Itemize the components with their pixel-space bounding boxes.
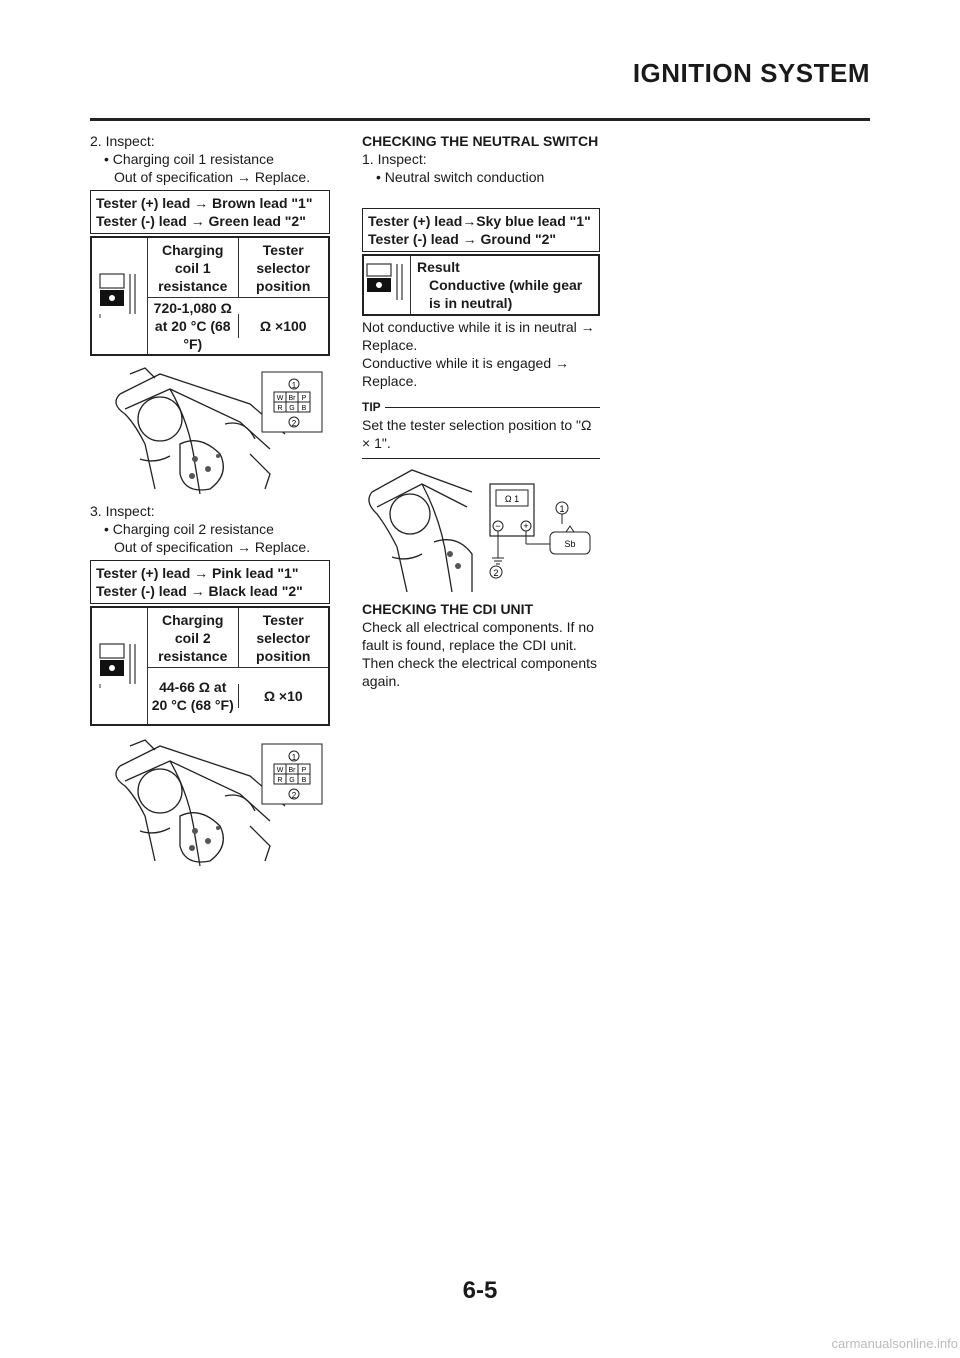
step3-heading: 3. Inspect: (90, 503, 155, 519)
pin-label: G (289, 405, 295, 412)
multimeter-icon (92, 608, 148, 724)
page-title: IGNITION SYSTEM (632, 58, 870, 88)
pin-label: R (277, 405, 283, 412)
step2-action: Out of specification → Replace. (114, 169, 311, 185)
pin-label: P (301, 767, 307, 774)
step2-text (90, 132, 330, 186)
tip-text: Set the tester selection position to "Ω × 1". (362, 417, 592, 451)
lead-line: Tester (+) lead → Brown lead "1" (96, 195, 313, 211)
lead-line: Tester (-) lead → Ground "2" (368, 231, 557, 247)
lead-line: Tester (+) lead → Pink lead "1" (96, 565, 299, 581)
callout-2: 2 (493, 568, 499, 578)
neutral-switch-illustration (362, 462, 600, 594)
spec-header-selector: Tester selector position (238, 238, 329, 297)
spec-value-coil1: 720-1,080 Ω at 20 °C (68 °F) (153, 300, 232, 352)
tip-title: TIP (362, 400, 381, 414)
step1-bullet: • Neutral switch conduction (376, 169, 545, 185)
tip-box (362, 398, 600, 459)
pin-label: R (277, 777, 283, 784)
spec-value-coil2: 44-66 Ω at 20 °C (68 °F) (151, 679, 234, 713)
pin-label: G (289, 777, 295, 784)
spec-table-2 (90, 606, 330, 726)
pin-label: W (276, 767, 284, 774)
pin-label: Br (288, 767, 296, 774)
meter-reading: Ω 1 (504, 494, 520, 504)
cdi-heading: CHECKING THE CDI UNIT (362, 601, 534, 617)
callout-1: 1 (559, 504, 565, 514)
step3-action: Out of specification → Replace. (114, 539, 311, 555)
callout-1: 1 (291, 753, 297, 762)
multimeter-icon (364, 256, 411, 314)
lead-line: Tester (+) lead→Sky blue lead "1" (368, 213, 591, 229)
result-label: Result (417, 259, 460, 275)
header-rule (90, 118, 870, 121)
neutral-switch-section (362, 132, 600, 186)
plug-label: Sb (564, 539, 576, 549)
step2-bullet: • Charging coil 1 resistance (104, 151, 274, 167)
neutral-switch-notes (362, 318, 600, 390)
spec-header-coil2: Charging coil 2 resistance (158, 612, 228, 664)
lead-line: Tester (-) lead → Black lead "2" (96, 583, 303, 599)
multimeter-icon (92, 238, 148, 354)
frame-illustration-2 (100, 736, 326, 870)
step2-heading: 2. Inspect: (90, 133, 155, 149)
spec-header-selector: Tester selector position (238, 608, 329, 667)
lead-box-2 (90, 560, 330, 604)
spec-header-coil1: Charging coil 1 resistance (158, 242, 228, 294)
meter-plus: + (523, 521, 529, 531)
note-line: Conductive while it is engaged → Replace. (362, 355, 570, 389)
frame-illustration-1 (100, 364, 326, 498)
lead-box-3 (362, 208, 600, 252)
note-line: Not conductive while it is in neutral → Replace. (362, 319, 595, 353)
callout-2: 2 (291, 791, 297, 800)
pin-label: W (276, 395, 284, 402)
tip-rule (385, 407, 600, 408)
result-value: Conductive (while gear is in neutral) (429, 277, 583, 311)
spec-value-selector: Ω ×100 (238, 314, 329, 338)
pin-label: B (301, 777, 307, 784)
spec-table-1 (90, 236, 330, 356)
result-box (362, 254, 600, 316)
watermark: carmanualsonline.info (831, 1336, 958, 1351)
step3-bullet: • Charging coil 2 resistance (104, 521, 274, 537)
pin-label: Br (288, 395, 296, 402)
lead-line: Tester (-) lead → Green lead "2" (96, 213, 306, 229)
section-heading: CHECKING THE NEUTRAL SWITCH (362, 133, 599, 149)
callout-1: 1 (291, 381, 297, 390)
pin-label: P (301, 395, 307, 402)
callout-2: 2 (291, 419, 297, 428)
tip-rule-bottom (362, 458, 600, 459)
cdi-text: Check all electrical components. If no fault is found, replace the CDI unit. Then check the electrical components again. (362, 619, 598, 689)
page-number: 6-5 (462, 1277, 498, 1304)
step3-text (90, 502, 330, 556)
spec-value-selector: Ω ×10 (238, 684, 329, 708)
pin-label: B (301, 405, 307, 412)
meter-minus: − (495, 521, 501, 531)
step1-heading: 1. Inspect: (362, 151, 427, 167)
cdi-section (362, 600, 600, 690)
lead-box-1 (90, 190, 330, 234)
